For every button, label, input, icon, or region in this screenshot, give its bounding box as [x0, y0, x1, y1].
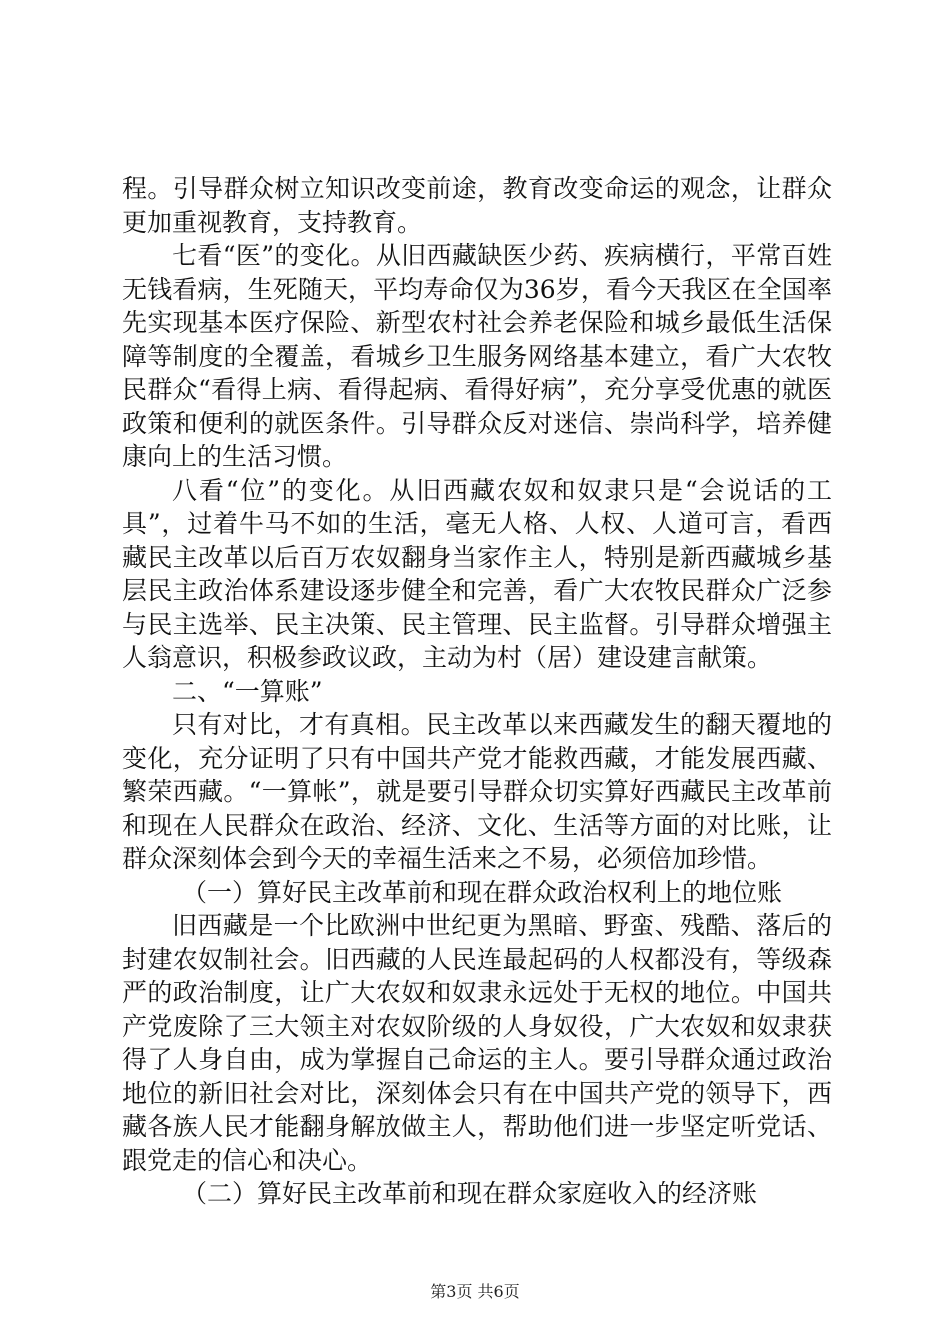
section-heading-accounting: 二、“一算账” [172, 676, 323, 706]
page-number-footer: 第3页 共6页 [430, 1282, 520, 1301]
document-body [122, 172, 832, 1211]
paragraph-medical-change: 七看“医”的变化。从旧西藏缺医少药、疾病横行，平常百姓无钱看病，生死随天，平均寿命仅为36岁，看今天我区在全国率先实现基本医疗保险、新型农村社会养老保险和城乡最低生活保障等制度的全覆盖，看城乡卫生服务网络基本建立，看广大农牧民群众“看得上病、看得起病、看得好病”，充分享受优惠的就医政策和便利的就医条件。引导群众反对迷信、崇尚科学，培养健康向上的生活习惯。 [122, 241, 832, 471]
paragraph-old-tibet: 旧西藏是一个比欧洲中世纪更为黑暗、野蛮、残酷、落后的封建农奴制社会。旧西藏的人民连最起码的人权都没有，等级森严的政治制度，让广大农奴和奴隶永远处于无权的地位。中国共产党废除了三大领主对农奴阶级的人身奴役，广大农奴和奴隶获得了人身自由，成为掌握自己命运的主人。要引导群众通过政治地位的新旧社会对比，深刻体会只有在中国共产党的领导下，西藏各族人民才能翻身解放做主人，帮助他们进一步坚定听党话、跟党走的信心和决心。 [122, 911, 832, 1175]
subheading-household-income: （二）算好民主改革前和现在群众家庭收入的经济账 [182, 1179, 758, 1208]
subheading-political-rights: （一）算好民主改革前和现在群众政治权利上的地位账 [182, 877, 783, 907]
paragraph-continuation: 程。引导群众树立知识改变前途，教育改变命运的观念，让群众更加重视教育，支持教育。 [122, 174, 832, 237]
paragraph-status-change: 八看“位”的变化。从旧西藏农奴和奴隶只是“会说话的工具”，过着牛马不如的生活，毫无人格、人权、人道可言，看西藏民主改革以后百万农奴翻身当家作主人，特别是新西藏城乡基层民主政治体系建设逐步健全和完善，看广大农牧民群众广泛参与民主选举、民主决策、民主管理、民主监督。引导群众增强主人翁意识，积极参政议政，主动为村（居）建设建言献策。 [122, 475, 832, 672]
paragraph-comparison-intro: 只有对比，才有真相。民主改革以来西藏发生的翻天覆地的变化，充分证明了只有中国共产党才能救西藏，才能发展西藏、繁荣西藏。“一算帐”，就是要引导群众切实算好西藏民主改革前和现在人民群众在政治、经济、文化、生活等方面的对比账，让群众深刻体会到今天的幸福生活来之不易，必须倍加珍惜。 [122, 710, 832, 873]
